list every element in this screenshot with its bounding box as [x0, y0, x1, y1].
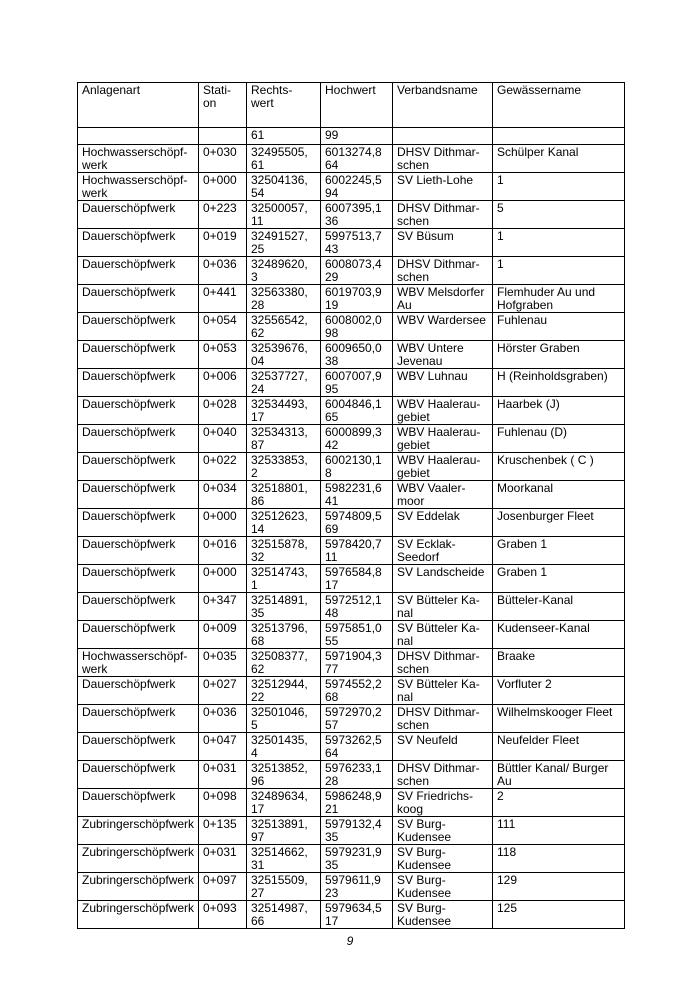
table-cell: WBV Untere Jevenau — [393, 341, 493, 369]
table-cell: Zubringerschöpfwerk — [78, 817, 199, 845]
table-cell: 0+006 — [199, 369, 247, 397]
table-row — [78, 705, 625, 733]
table-cell: Zubringerschöpfwerk — [78, 873, 199, 901]
table-cell: 0+036 — [199, 257, 247, 285]
table-cell: Dauerschöpfwerk — [78, 761, 199, 789]
table-cell: 32495505, 61 — [247, 145, 321, 173]
table-row — [78, 481, 625, 509]
table-row — [78, 761, 625, 789]
table-cell: 6000899,3 42 — [321, 425, 393, 453]
table-cell: Graben 1 — [493, 565, 625, 593]
table-cell — [493, 128, 625, 145]
table-cell: Graben 1 — [493, 537, 625, 565]
table-cell: 32515509, 27 — [247, 873, 321, 901]
table-cell: 32512944, 22 — [247, 677, 321, 705]
table-cell: 6013274,8 64 — [321, 145, 393, 173]
table-row — [78, 621, 625, 649]
table-cell: 32563380, 28 — [247, 285, 321, 313]
table-cell: Schülper Kanal — [493, 145, 625, 173]
table-row — [78, 677, 625, 705]
table-cell: SV Eddelak — [393, 509, 493, 537]
table-cell: 32513852, 96 — [247, 761, 321, 789]
table-cell: 99 — [321, 128, 393, 145]
table-cell: 6009650,0 38 — [321, 341, 393, 369]
table-cell: Bütteler-Kanal — [493, 593, 625, 621]
table-cell: Dauerschöpfwerk — [78, 481, 199, 509]
table-cell: 5974552,2 68 — [321, 677, 393, 705]
table-cell: 32501435, 4 — [247, 733, 321, 761]
table-cell: 5976233,1 28 — [321, 761, 393, 789]
table-row — [78, 817, 625, 845]
table-cell: 0+027 — [199, 677, 247, 705]
table-row — [78, 173, 625, 201]
table-cell: Dauerschöpfwerk — [78, 453, 199, 481]
table-cell — [393, 128, 493, 145]
table-cell: Fuhlenau — [493, 313, 625, 341]
table-cell: 5975851,0 55 — [321, 621, 393, 649]
table-cell: 5974809,5 69 — [321, 509, 393, 537]
table-cell: 0+135 — [199, 817, 247, 845]
table-cell: WBV Vaaler- moor — [393, 481, 493, 509]
table-cell: Dauerschöpfwerk — [78, 397, 199, 425]
header-hochwert: Hochwert — [321, 83, 393, 128]
table-cell — [78, 128, 199, 145]
table-cell: 6002130,1 8 — [321, 453, 393, 481]
table-cell: 0+019 — [199, 229, 247, 257]
table-row — [78, 649, 625, 677]
header-gewaessername: Gewässername — [493, 83, 625, 128]
table-cell: Dauerschöpfwerk — [78, 537, 199, 565]
table-cell: Dauerschöpfwerk — [78, 341, 199, 369]
table-cell: Dauerschöpfwerk — [78, 733, 199, 761]
table-cell: Hochwasserschöpf- werk — [78, 173, 199, 201]
table-cell: 32534493, 17 — [247, 397, 321, 425]
table-cell: Dauerschöpfwerk — [78, 313, 199, 341]
table-cell: Dauerschöpfwerk — [78, 621, 199, 649]
table-cell: 32518801, 86 — [247, 481, 321, 509]
table-cell: 0+028 — [199, 397, 247, 425]
table-cell: 32491527, 25 — [247, 229, 321, 257]
table-cell: Kudenseer-Kanal — [493, 621, 625, 649]
pump-station-table — [77, 82, 625, 929]
table-cell: 0+000 — [199, 509, 247, 537]
table-cell: Flemhuder Au und Hofgraben — [493, 285, 625, 313]
table-cell: 0+031 — [199, 845, 247, 873]
table-cell: Dauerschöpfwerk — [78, 425, 199, 453]
table-cell: 6007395,1 36 — [321, 201, 393, 229]
table-cell: 6004846,1 65 — [321, 397, 393, 425]
table-cell: 111 — [493, 817, 625, 845]
table-cell: 32556542, 62 — [247, 313, 321, 341]
table-cell: 6007007,9 95 — [321, 369, 393, 397]
table-cell: SV Lieth-Lohe — [393, 173, 493, 201]
table-cell: Dauerschöpfwerk — [78, 509, 199, 537]
table-cell: 0+016 — [199, 537, 247, 565]
table-row — [78, 257, 625, 285]
table-row — [78, 901, 625, 929]
table-row — [78, 285, 625, 313]
table-cell: 32513796, 68 — [247, 621, 321, 649]
table-cell: DHSV Dithmar- schen — [393, 201, 493, 229]
table-cell: 5973262,5 64 — [321, 733, 393, 761]
table-cell: Zubringerschöpfwerk — [78, 901, 199, 929]
table-row — [78, 565, 625, 593]
table-cell: 0+093 — [199, 901, 247, 929]
table-cell: 5997513,7 43 — [321, 229, 393, 257]
table-cell: Kruschenbek ( C ) — [493, 453, 625, 481]
table-cell: 5971904,3 77 — [321, 649, 393, 677]
table-cell: DHSV Dithmar- schen — [393, 257, 493, 285]
table-cell: 0+000 — [199, 565, 247, 593]
table-cell: Wilhelmskooger Fleet — [493, 705, 625, 733]
table-row — [78, 789, 625, 817]
table-cell: 32500057, 11 — [247, 201, 321, 229]
table-cell: WBV Luhnau — [393, 369, 493, 397]
table-cell: 5 — [493, 201, 625, 229]
table-cell: 0+036 — [199, 705, 247, 733]
table-cell: 0+000 — [199, 173, 247, 201]
table-cell: 5986248,9 21 — [321, 789, 393, 817]
table-cell: 32537727, 24 — [247, 369, 321, 397]
table-cell: SV Burg- Kudensee — [393, 873, 493, 901]
table-cell: 0+040 — [199, 425, 247, 453]
table-cell: Dauerschöpfwerk — [78, 677, 199, 705]
table-cell: 1 — [493, 257, 625, 285]
table-cell: WBV Wardersee — [393, 313, 493, 341]
table-cell: 32514662, 31 — [247, 845, 321, 873]
table-cell: WBV Melsdorfer Au — [393, 285, 493, 313]
header-anlagenart: Anlagenart — [78, 83, 199, 128]
table-cell: 0+047 — [199, 733, 247, 761]
header-station: Stati- on — [199, 83, 247, 128]
table-cell: Dauerschöpfwerk — [78, 229, 199, 257]
header-rechtswert: Rechts- wert — [247, 83, 321, 128]
table-cell: SV Bütteler Ka- nal — [393, 621, 493, 649]
table-cell: SV Friedrichs- koog — [393, 789, 493, 817]
table-cell: Dauerschöpfwerk — [78, 201, 199, 229]
table-cell: 0+223 — [199, 201, 247, 229]
table-cell: 0+098 — [199, 789, 247, 817]
table-cell: 0+031 — [199, 761, 247, 789]
table-cell: 0+053 — [199, 341, 247, 369]
table-cell: SV Burg- Kudensee — [393, 817, 493, 845]
table-cell: 32501046, 5 — [247, 705, 321, 733]
table-row — [78, 341, 625, 369]
table-cell: 32514891, 35 — [247, 593, 321, 621]
table-cell: 32533853, 2 — [247, 453, 321, 481]
table-cell: 0+054 — [199, 313, 247, 341]
table-cell: Hochwasserschöpf- werk — [78, 649, 199, 677]
table-cell: 0+441 — [199, 285, 247, 313]
table-row — [78, 873, 625, 901]
table-cell: 1 — [493, 229, 625, 257]
table-row — [78, 537, 625, 565]
table-cell: Dauerschöpfwerk — [78, 285, 199, 313]
table-cell: SV Burg- Kudensee — [393, 845, 493, 873]
table-cell: Dauerschöpfwerk — [78, 257, 199, 285]
table-cell: 1 — [493, 173, 625, 201]
table-cell: 118 — [493, 845, 625, 873]
table-cell: 0+035 — [199, 649, 247, 677]
table-row — [78, 313, 625, 341]
table-cell: Fuhlenau (D) — [493, 425, 625, 453]
table-cell: 32489634, 17 — [247, 789, 321, 817]
table-header-row — [78, 83, 625, 128]
table-row — [78, 369, 625, 397]
header-verbandsname: Verbandsname — [393, 83, 493, 128]
table-cell: SV Bütteler Ka- nal — [393, 677, 493, 705]
table-cell: SV Neufeld — [393, 733, 493, 761]
table-cell: SV Büsum — [393, 229, 493, 257]
table-body — [78, 128, 625, 929]
table-cell: 5979231,9 35 — [321, 845, 393, 873]
table-cell: 5972512,1 48 — [321, 593, 393, 621]
table-cell: SV Bütteler Ka- nal — [393, 593, 493, 621]
table-cell: 5982231,6 41 — [321, 481, 393, 509]
table-cell: Braake — [493, 649, 625, 677]
table-cell: DHSV Dithmar- schen — [393, 761, 493, 789]
table-cell: 5979611,9 23 — [321, 873, 393, 901]
table-cell: Dauerschöpfwerk — [78, 369, 199, 397]
table-cell: Vorfluter 2 — [493, 677, 625, 705]
table-cell: SV Ecklak- Seedorf — [393, 537, 493, 565]
table-cell: WBV Haalerau- gebiet — [393, 425, 493, 453]
table-cell: DHSV Dithmar- schen — [393, 705, 493, 733]
table-cell: 5979634,5 17 — [321, 901, 393, 929]
table-cell: 61 — [247, 128, 321, 145]
table-cell: Dauerschöpfwerk — [78, 565, 199, 593]
table-row — [78, 845, 625, 873]
table-row — [78, 201, 625, 229]
table-cell: Hochwasserschöpf- werk — [78, 145, 199, 173]
table-cell: Neufelder Fleet — [493, 733, 625, 761]
table-cell: 0+097 — [199, 873, 247, 901]
table-cell: 6019703,9 19 — [321, 285, 393, 313]
table-cell: Haarbek (J) — [493, 397, 625, 425]
table-cell: Dauerschöpfwerk — [78, 789, 199, 817]
table-cell: 5976584,8 17 — [321, 565, 393, 593]
table-row — [78, 453, 625, 481]
table-cell: 32514987, 66 — [247, 901, 321, 929]
table-cell: Moorkanal — [493, 481, 625, 509]
table-cell: 0+347 — [199, 593, 247, 621]
table-cell: Dauerschöpfwerk — [78, 593, 199, 621]
table-row — [78, 425, 625, 453]
table-row — [78, 509, 625, 537]
table-cell: 32515878, 32 — [247, 537, 321, 565]
table-cell: 0+030 — [199, 145, 247, 173]
table-row — [78, 229, 625, 257]
table-cell: 0+009 — [199, 621, 247, 649]
table-cell: Büttler Kanal/ Burger Au — [493, 761, 625, 789]
table-cell: WBV Haalerau- gebiet — [393, 453, 493, 481]
table-cell: 125 — [493, 901, 625, 929]
table-cell: SV Burg- Kudensee — [393, 901, 493, 929]
table-cell: 5972970,2 57 — [321, 705, 393, 733]
table-cell: 5979132,4 35 — [321, 817, 393, 845]
table-row — [78, 733, 625, 761]
table-cell: WBV Haalerau- gebiet — [393, 397, 493, 425]
table-cell: H (Reinholdsgraben) — [493, 369, 625, 397]
table-cell: 129 — [493, 873, 625, 901]
table-cell: 2 — [493, 789, 625, 817]
table-cell: 32539676, 04 — [247, 341, 321, 369]
table-row — [78, 397, 625, 425]
table-cell: Dauerschöpfwerk — [78, 705, 199, 733]
table-cell: 32489620, 3 — [247, 257, 321, 285]
page-number: 9 — [346, 934, 354, 948]
table-cell: 32514743, 1 — [247, 565, 321, 593]
table-cell: 5978420,7 11 — [321, 537, 393, 565]
table-cell: Josenburger Fleet — [493, 509, 625, 537]
table-cell: 32534313, 87 — [247, 425, 321, 453]
table-row — [78, 145, 625, 173]
table-cell: 0+022 — [199, 453, 247, 481]
table-cell: 32512623, 14 — [247, 509, 321, 537]
table-cell: SV Landscheide — [393, 565, 493, 593]
continuation-row — [78, 128, 625, 145]
table-cell: 6008002,0 98 — [321, 313, 393, 341]
table-cell: 32513891, 97 — [247, 817, 321, 845]
table-cell: 6002245,5 94 — [321, 173, 393, 201]
table-cell: 32508377, 62 — [247, 649, 321, 677]
table-cell: Hörster Graben — [493, 341, 625, 369]
table-cell: 0+034 — [199, 481, 247, 509]
table-cell — [199, 128, 247, 145]
table-cell: DHSV Dithmar- schen — [393, 649, 493, 677]
table-cell: 32504136, 54 — [247, 173, 321, 201]
table-cell: 6008073,4 29 — [321, 257, 393, 285]
table-cell: Zubringerschöpfwerk — [78, 845, 199, 873]
table-row — [78, 593, 625, 621]
table-cell: DHSV Dithmar- schen — [393, 145, 493, 173]
